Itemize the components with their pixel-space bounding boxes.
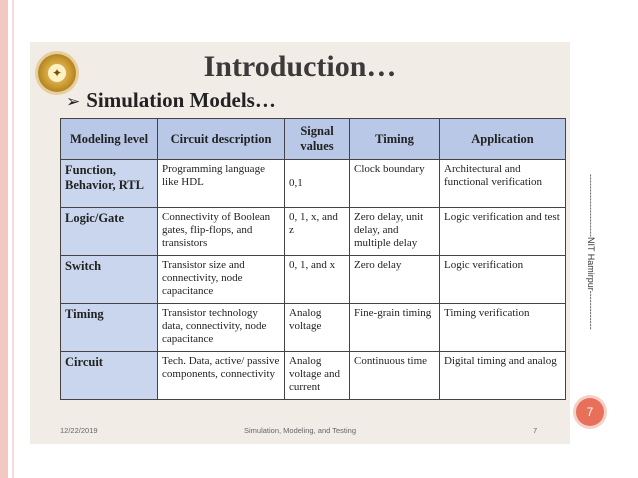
row-circuit-description: Transistor size and connectivity, node capacitance: [158, 256, 285, 304]
header-timing: Timing: [350, 119, 440, 160]
row-application: Timing verification: [440, 304, 566, 352]
table-row: [61, 304, 566, 352]
row-timing: Clock boundary: [350, 160, 440, 208]
row-level: Logic/Gate: [61, 208, 158, 256]
side-label-text: ---------------------NIT Hamirpur-------------: [586, 174, 596, 330]
header-circuit-description: Circuit description: [158, 119, 285, 160]
page-number-badge: 7: [576, 398, 604, 426]
table-header-row: [61, 119, 566, 160]
institute-side-label: [580, 136, 602, 368]
row-application: Logic verification: [440, 256, 566, 304]
row-signal-values: Analog voltage and current: [285, 352, 350, 400]
row-timing: Zero delay, unit delay, and multiple delay: [350, 208, 440, 256]
table-row: [61, 208, 566, 256]
row-application: Logic verification and test: [440, 208, 566, 256]
row-application: Digital timing and analog: [440, 352, 566, 400]
row-timing: Fine-grain timing: [350, 304, 440, 352]
footer-date: 12/22/2019: [60, 426, 98, 435]
row-level: Timing: [61, 304, 158, 352]
decor-line-left: [12, 0, 14, 478]
row-signal-values: Analog voltage: [285, 304, 350, 352]
row-circuit-description: Programming language like HDL: [158, 160, 285, 208]
footer-page-number: 7: [533, 426, 538, 435]
slide-subtitle: [66, 88, 276, 113]
footer-title: Simulation, Modeling, and Testing: [243, 426, 356, 435]
row-level: Switch: [61, 256, 158, 304]
arrow-bullet-icon: ➢: [66, 92, 81, 112]
table-row: [61, 352, 566, 400]
row-level: Circuit: [61, 352, 158, 400]
subtitle-text: Simulation Models…: [86, 88, 276, 112]
row-application: Architectural and functional verification: [440, 160, 566, 208]
table-row: [61, 256, 566, 304]
institute-logo-icon: ✦: [38, 54, 76, 92]
slide-image: [30, 42, 570, 444]
row-timing: Continuous time: [350, 352, 440, 400]
table-row: [61, 160, 566, 208]
row-signal-values: 0, 1, and x: [285, 256, 350, 304]
row-signal-values: 0,1: [285, 160, 350, 208]
row-circuit-description: Connectivity of Boolean gates, flip-flops, and transistors: [158, 208, 285, 256]
header-application: Application: [440, 119, 566, 160]
row-signal-values: 0, 1, x, and z: [285, 208, 350, 256]
simulation-models-table: [60, 118, 566, 400]
row-circuit-description: Tech. Data, active/ passive components, connectivity: [158, 352, 285, 400]
row-circuit-description: Transistor technology data, connectivity, node capacitance: [158, 304, 285, 352]
row-level: Function, Behavior, RTL: [61, 160, 158, 208]
slide-title: Introduction…: [203, 50, 397, 83]
header-modeling-level: Modeling level: [61, 119, 158, 160]
header-signal-values: Signal values: [285, 119, 350, 160]
row-timing: Zero delay: [350, 256, 440, 304]
decor-bar-left: [0, 0, 8, 478]
